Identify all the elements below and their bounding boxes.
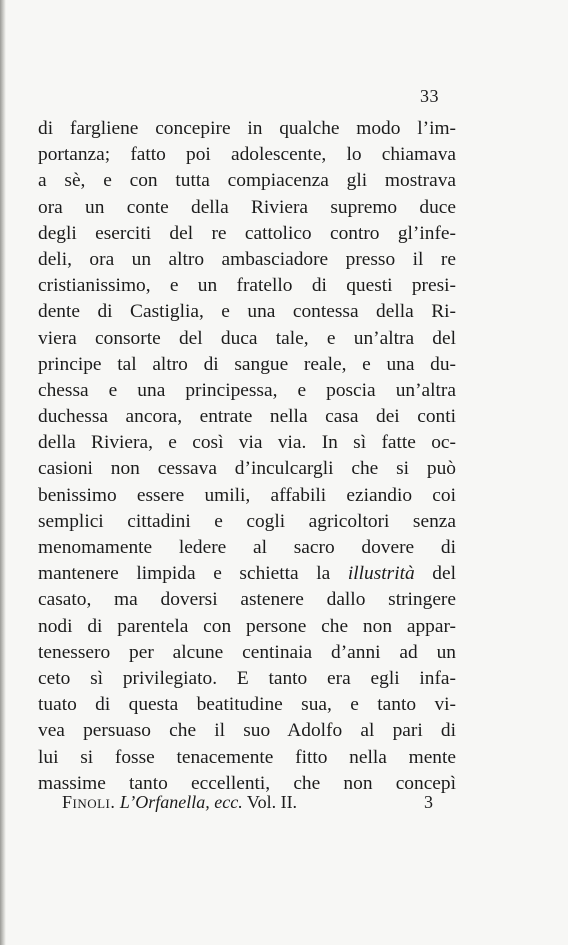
text-line [38, 587, 456, 613]
italic-text: illustrità [347, 563, 415, 585]
text-segment: chessa e una principessa, e poscia un’altra [38, 379, 456, 401]
text-line [38, 116, 456, 142]
text-segment: nodi di parentela con persone che non appar- [38, 615, 456, 637]
text-segment: dente di Castiglia, e una contessa della Ri- [38, 301, 456, 323]
text-segment: cristianissimo, e un fratello di questi presi- [38, 275, 456, 297]
text-segment: principe tal altro di sangue reale, e una du- [38, 353, 456, 375]
text-line [38, 535, 456, 561]
text-line [38, 378, 456, 404]
text-line [38, 614, 456, 640]
text-line [38, 221, 456, 247]
text-segment: semplici cittadini e cogli agricoltori senza [38, 510, 456, 532]
text-line [38, 247, 456, 273]
text-segment: deli, ora un altro ambasciadore presso il re [38, 248, 456, 270]
page-number: 33 [420, 86, 439, 106]
text-line [38, 561, 456, 587]
text-segment: tenessero per alcune centinaia d’anni ad un [38, 641, 456, 663]
text-line [38, 745, 456, 771]
text-line [38, 404, 456, 430]
footer-running-title [62, 792, 297, 813]
text-segment: viera consorte del duca tale, e un’altra del [38, 327, 456, 349]
text-segment: ora un conte della Riviera supremo duce [38, 196, 456, 218]
text-line [38, 326, 456, 352]
text-line [38, 640, 456, 666]
text-segment: della Riviera, e così via via. In sì fatte oc- [38, 432, 456, 454]
text-line [38, 142, 456, 168]
text-line [38, 430, 456, 456]
text-segment: menomamente ledere al sacro dovere di [38, 537, 456, 558]
text-segment: ceto sì privilegiato. E tanto era egli infa- [38, 667, 456, 689]
text-segment: tuato di questa beatitudine sua, e tanto vi- [38, 694, 456, 716]
text-line [38, 456, 456, 482]
footer-book-title: L’Orfanella, ecc. [119, 792, 243, 812]
text-segment: duchessa ancora, entrate nella casa dei conti [38, 406, 456, 428]
text-segment: casioni non cessava d’inculcargli che si può [38, 458, 456, 480]
text-segment: di fargliene concepire in qualche modo l’im- [38, 118, 456, 139]
text-line [38, 509, 456, 535]
text-line [38, 195, 456, 221]
text-line [38, 352, 456, 378]
text-line [38, 273, 456, 299]
text-segment: casato, ma doversi astenere dallo stringere [38, 589, 456, 611]
text-line [38, 168, 456, 194]
text-segment: del [414, 563, 456, 585]
footer-signature-mark: 3 [424, 792, 433, 812]
text-line [38, 692, 456, 718]
text-line [38, 718, 456, 744]
text-segment: portanza; fatto poi adolescente, lo chiamava [38, 144, 456, 166]
text-segment: benissimo essere umili, affabili eziandio coi [38, 484, 456, 506]
footer-volume: Vol. II. [246, 792, 298, 812]
text-segment: mantenere limpida e schietta la [38, 563, 348, 585]
text-segment: massime tanto eccellenti, che non concepì [38, 772, 456, 794]
text-line [38, 299, 456, 325]
text-line [38, 666, 456, 692]
body-text [38, 116, 456, 797]
text-segment: a sè, e con tutta compiacenza gli mostrava [38, 170, 456, 192]
text-segment: degli eserciti del re cattolico contro gl’infe- [38, 222, 456, 244]
footer-author: Finoli. [62, 792, 116, 812]
text-segment: vea persuaso che il suo Adolfo al pari di [38, 720, 456, 742]
text-segment: lui si fosse tenacemente fitto nella mente [38, 746, 456, 768]
text-line [38, 483, 456, 509]
